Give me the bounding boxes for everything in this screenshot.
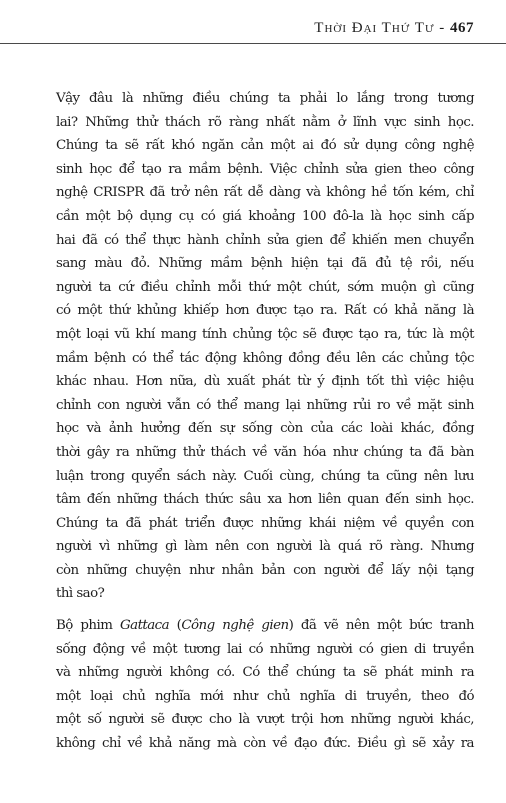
text-line: sống động về một tương lai có những người có gien di truyền (56, 641, 474, 657)
paragraph-2 (30, 614, 474, 756)
text-line: có một thứ khủng khiếp hơn được tạo ra. Rất có khả năng là (56, 303, 474, 319)
text-line: người vì những gì làm nên con người là quá rõ ràng. Nhưng (56, 539, 474, 555)
text-line: và những người không có. Có thể chúng ta sẽ phát minh ra (56, 665, 474, 681)
text-line: thì sao? (56, 586, 105, 602)
text-run: ) đã vẽ nên một bức tranh (288, 618, 474, 634)
text-line: còn những chuyện như nhân bản con người để lấy nội tạng (56, 562, 474, 578)
body-text (30, 87, 474, 764)
text-line: tâm đến những thách thức sâu xa hơn liên quan đến sinh học. (56, 492, 474, 508)
text-line: cần một bộ dụng cụ có giá khoảng 100 đô-la là học sinh cấp (56, 208, 474, 224)
text-line (30, 614, 474, 638)
text-line: mầm bệnh có thể tác động không đồng đều lên các chủng tộc (56, 350, 474, 366)
text-line: Chúng ta đã phát triển được những khái niệm về quyền con (56, 515, 474, 531)
text-line: hai đã có thể thực hành chỉnh sửa gien để khiến men chuyển (56, 232, 474, 248)
text-line: học và ảnh hưởng đến sự sống còn của các loài khác, đồng (56, 421, 474, 437)
text-run: ( (169, 618, 182, 634)
text-line: một số người sẽ được cho là vượt trội hơn những người khác, (56, 712, 474, 728)
text-line: một loại vũ khí mang tính chủng tộc sẽ được tạo ra, tức là một (56, 326, 474, 342)
page-header (0, 14, 506, 40)
running-title: Thời Đại Thứ Tư - (314, 20, 446, 36)
text-line: một loại chủ nghĩa mới như chủ nghĩa di truyền, theo đó (56, 688, 474, 704)
text-line: sinh học để tạo ra mầm bệnh. Việc chỉnh sửa gien theo công (56, 161, 474, 177)
text-line: nghệ CRISPR đã trở nên rất dễ dàng và không hề tốn kém, chỉ (56, 185, 474, 201)
running-head (314, 20, 474, 37)
text-line: sang màu đỏ. Những mầm bệnh hiện tại đã đủ tệ rồi, nếu (56, 256, 474, 272)
text-line: lai? Những thử thách rõ ràng nhất nằm ở lĩnh vực sinh học. (56, 114, 474, 130)
text-line: Vậy đâu là những điều chúng ta phải lo lắng trong tương (56, 91, 474, 106)
text-run: Bộ phim (56, 618, 120, 634)
paragraph-1 (30, 87, 474, 606)
text-line: luận trong quyển sách này. Cuối cùng, chúng ta cũng nên lưu (56, 468, 474, 484)
text-line: người ta cứ điều chỉnh mỗi thứ một chút, sớm muộn gì cũng (56, 279, 474, 295)
page-number: 467 (450, 20, 474, 36)
film-title: Gattaca (119, 618, 170, 634)
film-title-vietnamese: Công nghệ gien (181, 618, 289, 634)
text-line: chỉnh con người vẫn có thể mang lại những rủi ro về mặt sinh (56, 397, 474, 413)
text-line: khác nhau. Hơn nữa, dù xuất phát từ ý định tốt thì việc hiệu (56, 374, 474, 390)
text-line: Chúng ta sẽ rất khó ngăn cản một ai đó sử dụng công nghệ (56, 138, 474, 154)
text-line: thời gây ra những thử thách về văn hóa như chúng ta đã bàn (56, 444, 474, 460)
text-line: không chỉ về khả năng mà còn về đạo đức. Điều gì sẽ xảy ra (56, 736, 474, 752)
header-rule (0, 43, 506, 44)
